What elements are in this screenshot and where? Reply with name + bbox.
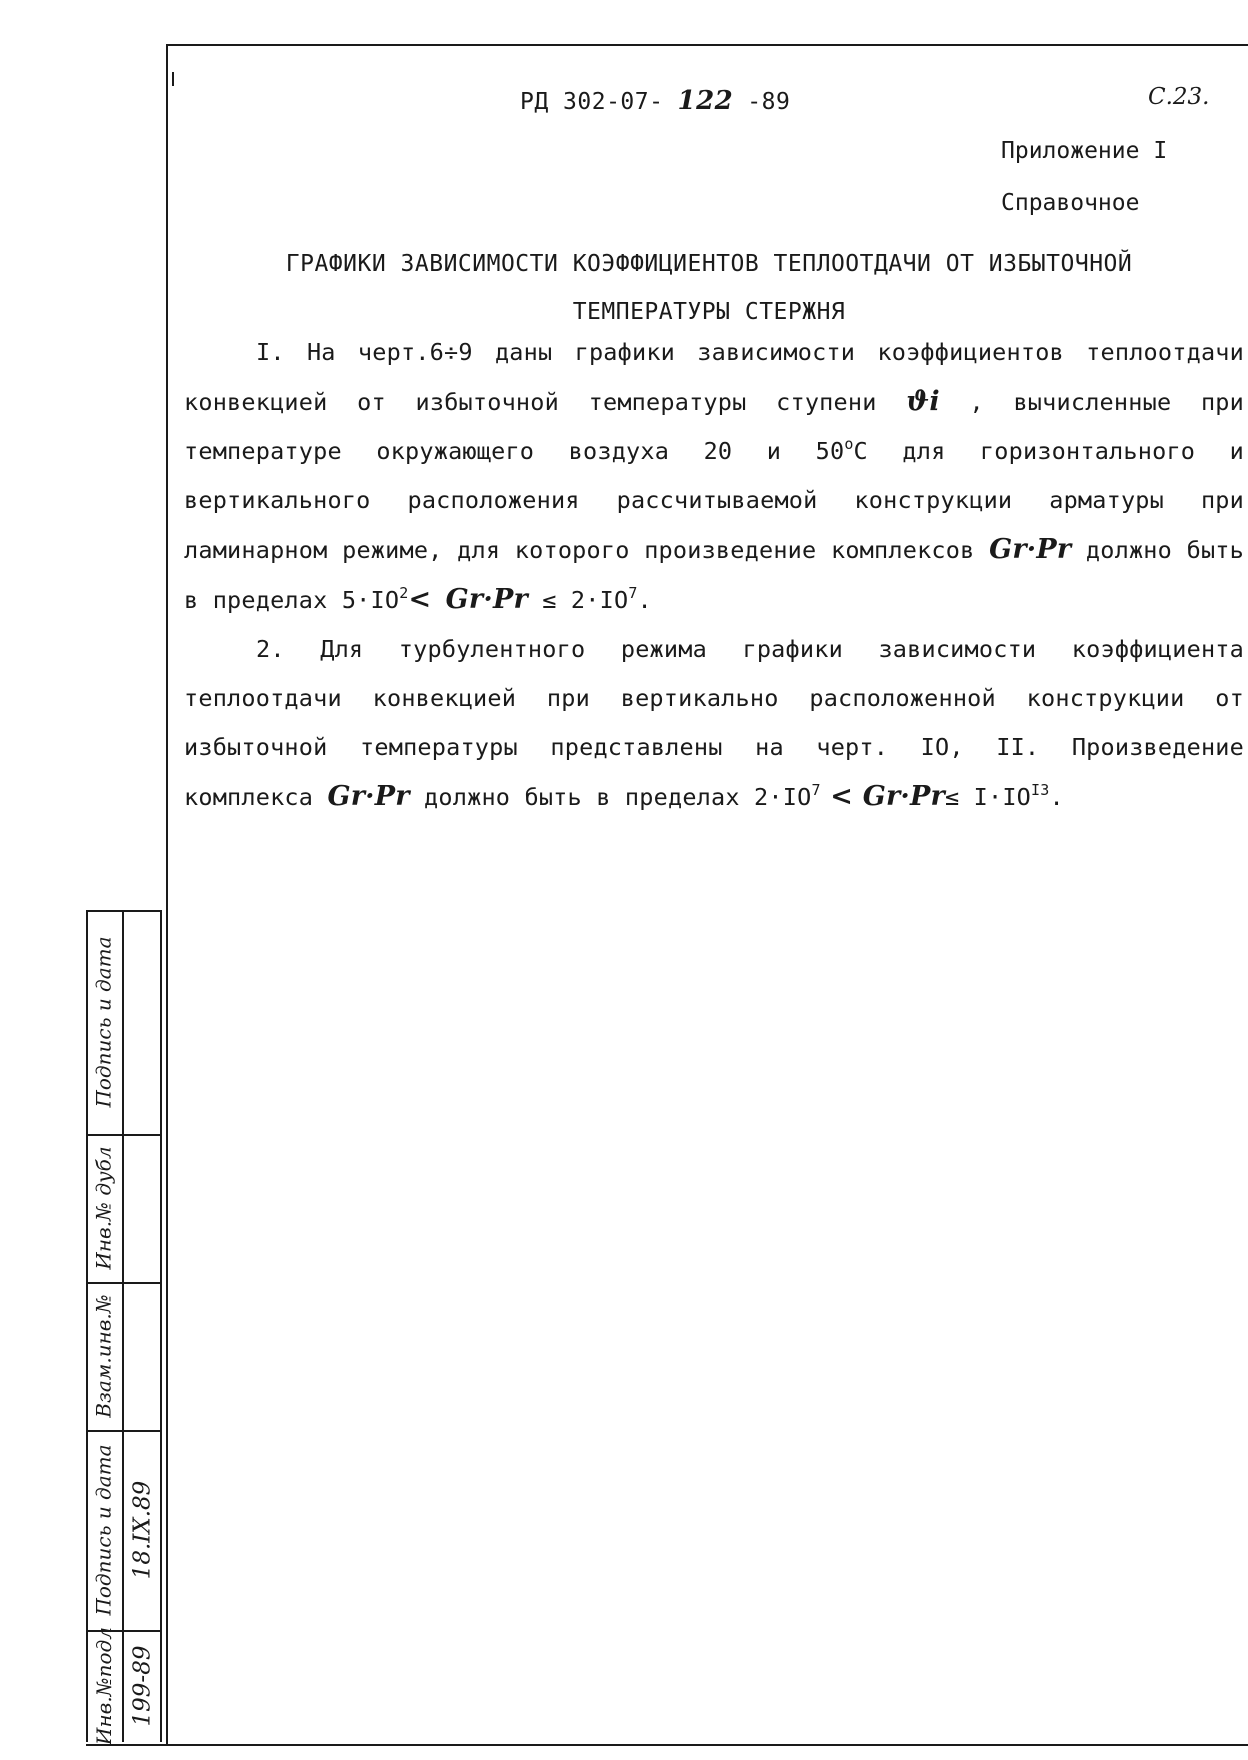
page-number: С.23. [1148, 84, 1210, 110]
doc-number: 122 [677, 86, 734, 116]
grpr-symbol: Gr·Pr [862, 781, 945, 812]
stamp-label: Взам.инв.№ [92, 1294, 117, 1418]
stamp-signature-date-top [86, 910, 122, 1134]
p2-text-1: 2. Для турбулентного режима графики зависимости коэффициента теплоотдачи конвекцией при вертикально расположенной конструкции от избыточной температуры представлены на черт. IO, II. Произведение комплекса [184, 635, 1244, 811]
frame-top-line [168, 44, 1248, 46]
grpr-symbol: Gr·Pr [327, 781, 410, 812]
title-line-1: ГРАФИКИ ЗАВИСИМОСТИ КОЭФФИЦИЕНТОВ ТЕПЛООТДАЧИ ОТ ИЗБЫТОЧНОЙ [285, 251, 1133, 277]
less-than: < [408, 584, 432, 615]
stamp-signature-date [86, 1430, 122, 1630]
paragraph-2 [184, 625, 1244, 822]
stamp-inv-podl [86, 1627, 122, 1745]
grpr-symbol: Gr·Pr [989, 534, 1072, 565]
title-line-2: ТЕМПЕРАТУРЫ СТЕРЖНЯ [572, 299, 846, 325]
exponent: 7 [811, 781, 821, 799]
body-text [184, 328, 1244, 822]
stamp-vzam-inv [86, 1282, 122, 1430]
document-code [520, 86, 790, 116]
handwritten-text: 199-89 [129, 1645, 156, 1727]
less-than: < [820, 781, 863, 812]
doc-suffix: -89 [747, 89, 791, 115]
appendix-label: Приложение I [1001, 138, 1168, 164]
p2-text-4: . [1049, 783, 1064, 811]
doc-prefix: РД 302-07- [520, 89, 664, 115]
paragraph-1 [184, 328, 1244, 625]
frame-left-line [166, 44, 168, 1746]
p1-text-6: . [637, 586, 652, 614]
p1-text-4: должно быть в пределах 5·IO [184, 536, 1244, 614]
p2-text-2: должно быть в пределах 2·IO [409, 783, 812, 811]
stamp-inv-dubl [86, 1134, 122, 1282]
handwritten-text: 18.IX.89 [129, 1480, 155, 1580]
frame-bottom-line [86, 1744, 1248, 1746]
exponent: 2 [399, 584, 409, 602]
stamp-label: Инв.№ дубл [92, 1146, 116, 1270]
handwritten-inv-number [122, 1630, 162, 1742]
exponent: 7 [628, 584, 638, 602]
stamp-label: Подпись и дата [92, 1444, 116, 1616]
exponent: I3 [1031, 781, 1050, 799]
approval-stamp-column [86, 910, 162, 1745]
p1-text-2: , вычисленные при температуре окружающего воздуха 20 и 50 [184, 388, 1244, 465]
grpr-symbol: Gr·Pr [445, 584, 528, 615]
appendix-type: Справочное [1001, 190, 1140, 216]
theta-symbol: ϑi [906, 386, 940, 417]
section-title [184, 240, 1234, 336]
p2-text-3: ≤ I·IO [944, 783, 1032, 811]
stamp-label: Подпись и дата [92, 936, 116, 1108]
p1-text-3: С для горизонтального и вертикального расположения рассчитываемой конструкции арматуры при ламинарном режиме, для которого произведение комплексов [184, 437, 1244, 564]
p1-text-1: I. На черт.6÷9 даны графики зависимости коэффициентов теплоотдачи конвекцией от избыточной температуры ступени [184, 338, 1244, 416]
degree-mark: о [844, 435, 854, 453]
p1-text-5: ≤ 2·IO [527, 586, 629, 614]
margin-tick [172, 72, 174, 86]
stamp-label: Инв.№подл [92, 1627, 116, 1745]
handwritten-sign-date [122, 1430, 162, 1630]
